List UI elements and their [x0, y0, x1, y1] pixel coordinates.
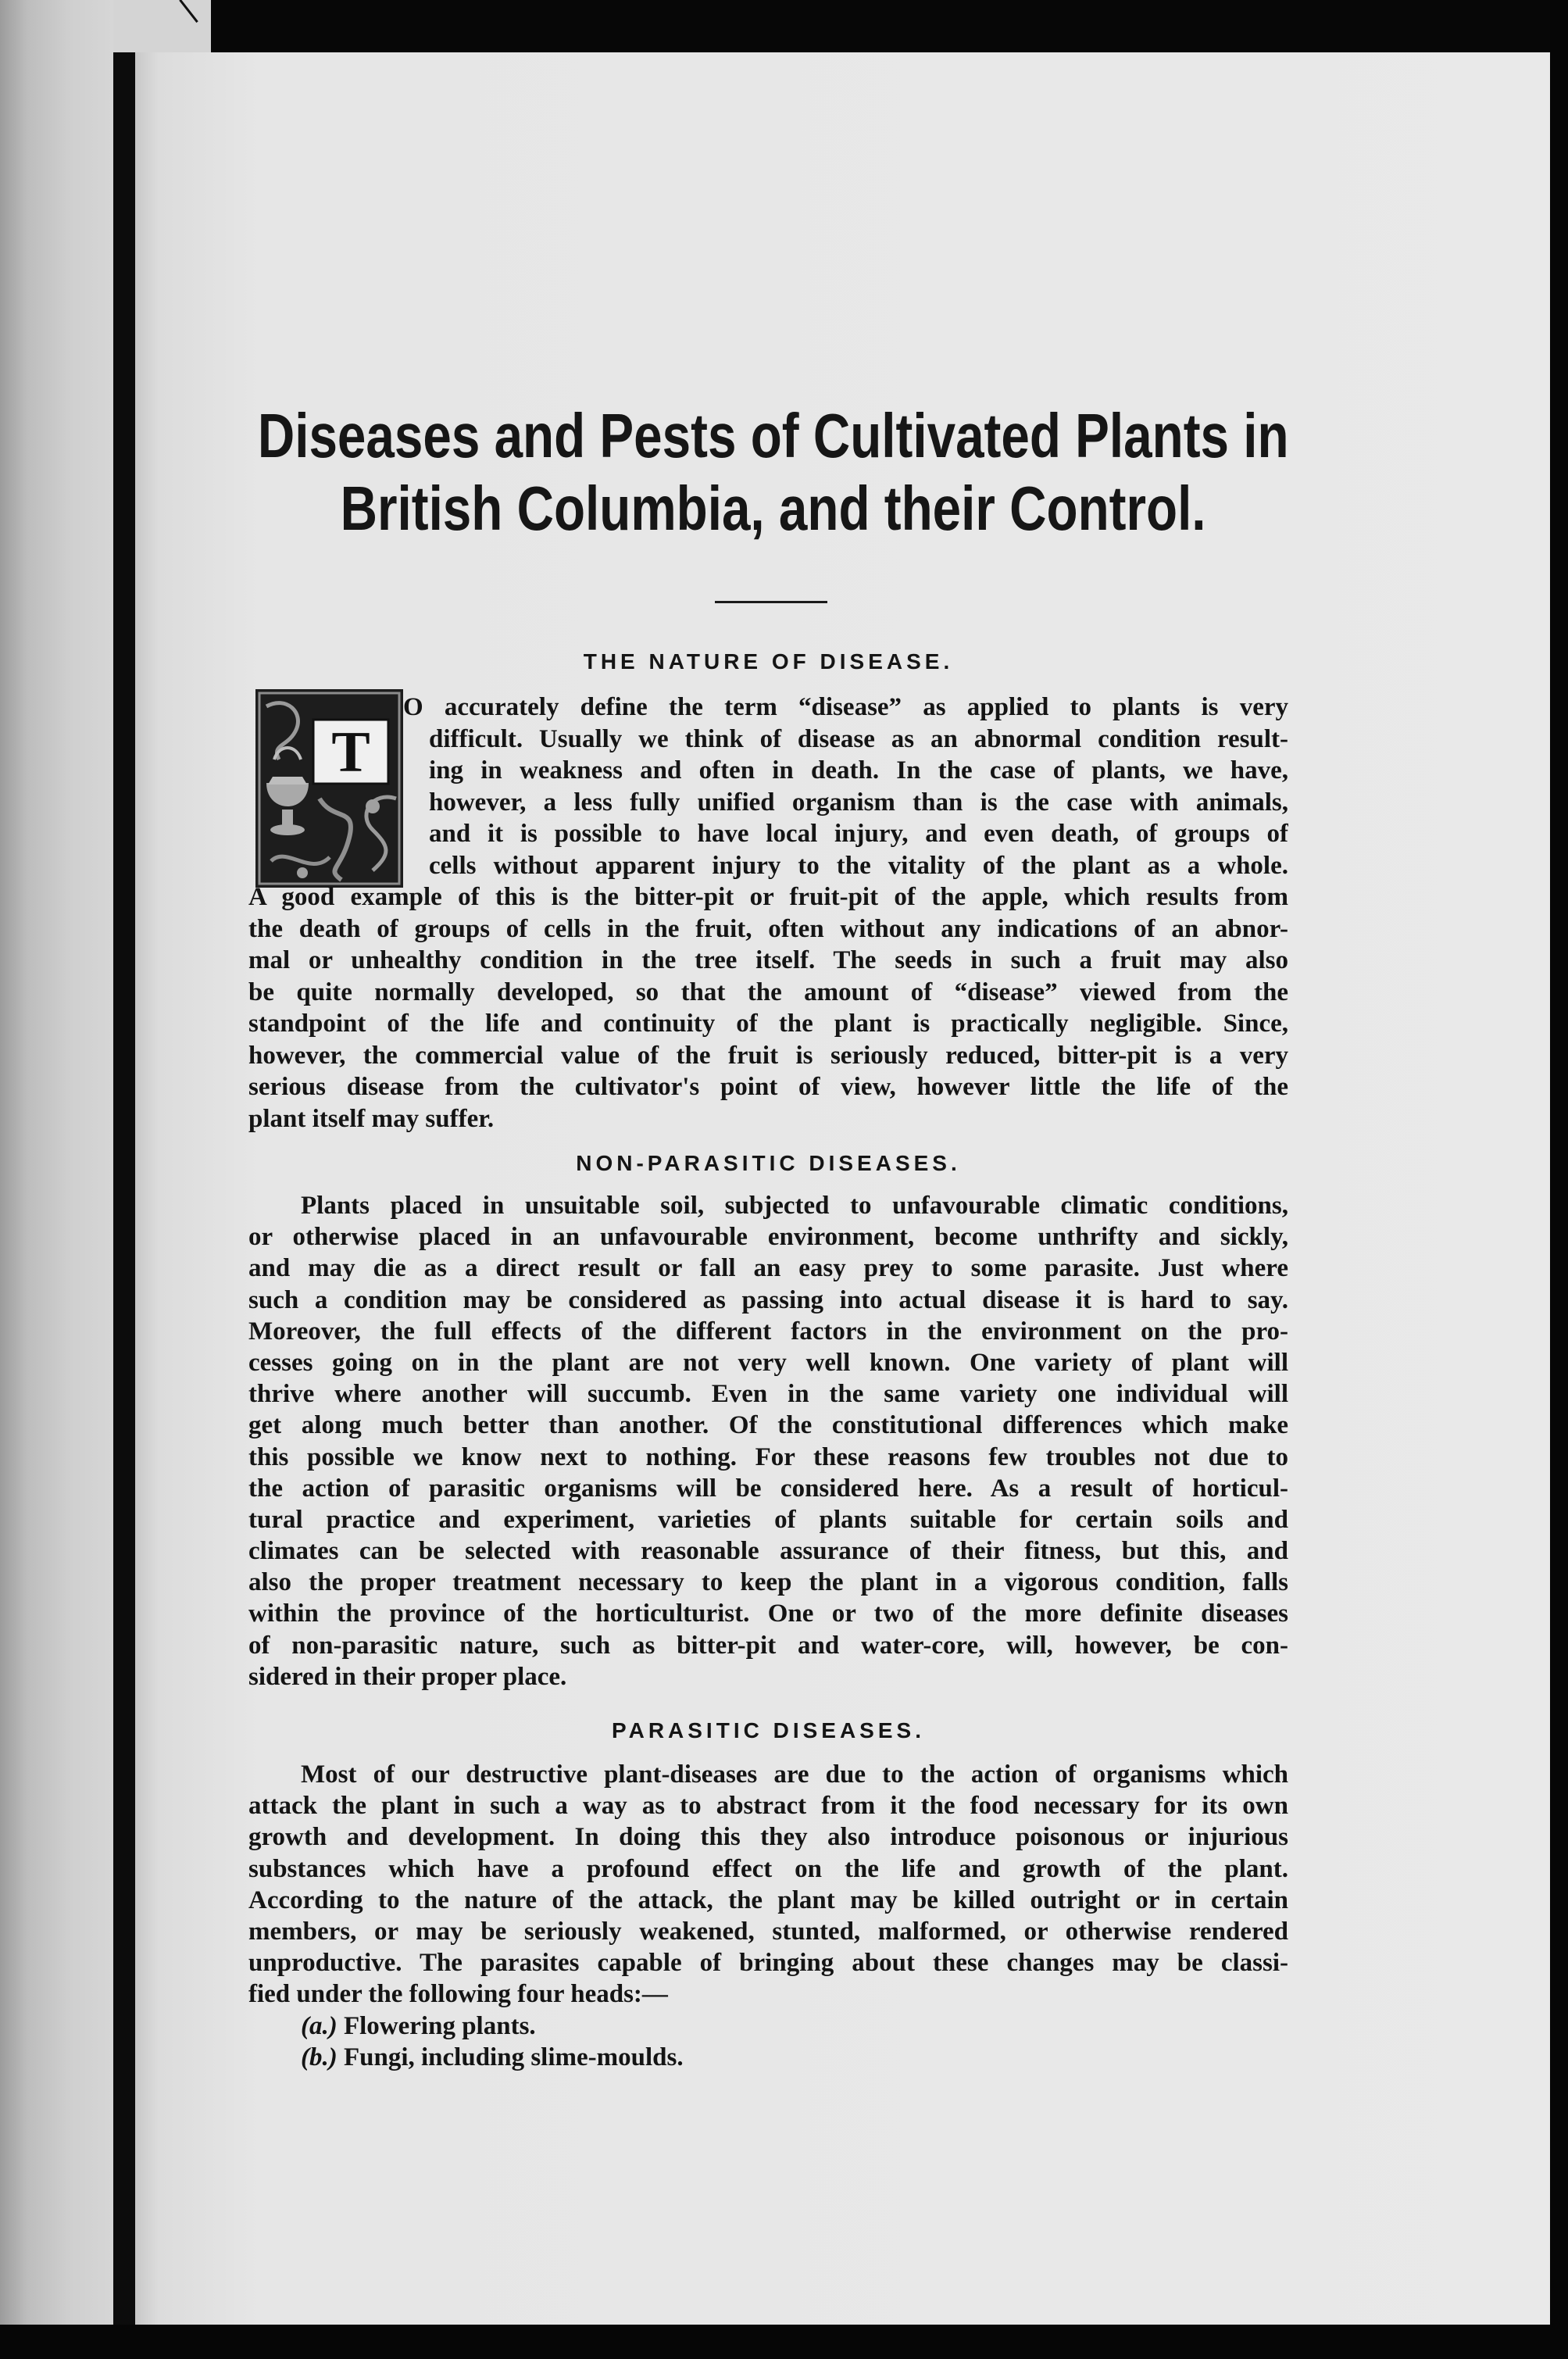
- text-line: this possible we know next to nothing. For these reasons few troubles not due to: [248, 1442, 1288, 1471]
- title-line-2: [70, 473, 1477, 545]
- drop-cap-letter: T: [331, 720, 370, 785]
- title-line-1: [70, 400, 1477, 472]
- text-line: standpoint of the life and continuity of the plant is practically negligible. Since,: [248, 1010, 1288, 1038]
- left-page-edge: [0, 0, 113, 2325]
- text-line: unproductive. The parasites capable of bringing about these changes may be classi-: [248, 1949, 1288, 1978]
- text-line: cesses going on in the plant are not very well known. One variety of plant will: [248, 1348, 1288, 1377]
- text-line: the action of parasitic organisms will be considered here. As a result of horticul-: [248, 1474, 1288, 1503]
- list-item-text: Fungi, including slime-moulds.: [343, 2043, 684, 2071]
- text-line: fied under the following four heads:—: [248, 1980, 668, 2009]
- text-line: growth and development. In doing this they also introduce poisonous or injurious: [248, 1823, 1288, 1852]
- text-line: such a condition may be considered as passing into actual disease it is hard to say.: [248, 1285, 1288, 1314]
- binding-shadow-bar: [113, 52, 135, 2325]
- text-line: plant itself may suffer.: [248, 1104, 495, 1133]
- list-marker: (a.): [301, 2011, 338, 2040]
- text-line: O accurately define the term “disease” as applied to plants is very: [403, 693, 1288, 721]
- text-line: of non-parasitic nature, such as bitter-pit and water-core, will, however, be con-: [248, 1631, 1288, 1660]
- text-line: however, a less fully unified organism than is the case with animals,: [429, 788, 1288, 817]
- text-line: Moreover, the full effects of the different factors in the environment on the pro-: [248, 1317, 1288, 1346]
- title-line-1-text: Diseases and Pests of Cultivated Plants in: [258, 401, 1289, 470]
- text-line: the death of groups of cells in the fruit, often without any indications of an abnor-: [248, 914, 1288, 943]
- text-line: thrive where another will succumb. Even in the same variety one individual will: [248, 1380, 1288, 1409]
- text-line: members, or may be seriously weakened, stunted, malformed, or otherwise rendered: [248, 1917, 1288, 1946]
- top-left-scan-gap: [113, 0, 211, 52]
- text-line: serious disease from the cultivator's point of view, however little the life of the: [248, 1073, 1288, 1101]
- text-line: however, the commercial value of the fruit is seriously reduced, bitter-pit is a very: [248, 1041, 1288, 1070]
- paragraph-parasitic-diseases: [248, 1759, 1288, 2073]
- text-line: climates can be selected with reasonable assurance of their fitness, but this, and: [248, 1537, 1288, 1566]
- title-line-2-text: British Columbia, and their Control.: [341, 474, 1206, 543]
- section-heading-nature-of-disease: THE NATURE OF DISEASE.: [583, 649, 954, 674]
- list-item-text: Flowering plants.: [343, 2011, 536, 2040]
- text-line: substances which have a profound effect on the life and growth of the plant.: [248, 1854, 1288, 1883]
- right-scan-border: [1550, 0, 1568, 2359]
- top-scan-border: [211, 0, 1568, 52]
- text-line: Plants placed in unsuitable soil, subjected to unfavourable climatic conditions,: [301, 1192, 1288, 1220]
- text-line: be quite normally developed, so that the amount of “disease” viewed from the: [248, 978, 1288, 1006]
- title-separator-rule: [715, 601, 827, 603]
- text-line: also the proper treatment necessary to keep the plant in a vigorous condition, falls: [248, 1568, 1288, 1597]
- section-heading-non-parasitic-diseases: NON-PARASITIC DISEASES.: [576, 1151, 961, 1175]
- text-line: get along much better than another. Of the constitutional differences which make: [248, 1411, 1288, 1440]
- text-line: and may die as a direct result or fall an easy prey to some parasite. Just where: [248, 1254, 1288, 1283]
- text-line: difficult. Usually we think of disease as an abnormal condition result-: [429, 724, 1288, 753]
- list-item-b: [301, 2042, 1288, 2073]
- text-line: A good example of this is the bitter-pit or fruit-pit of the apple, which results from: [248, 883, 1288, 911]
- text-line: According to the nature of the attack, the plant may be killed outright or in certain: [248, 1885, 1288, 1914]
- list-item-a: [301, 2011, 1288, 2042]
- bottom-scan-border: [0, 2325, 1568, 2359]
- text-line: tural practice and experiment, varieties of plants suitable for certain soils and: [248, 1505, 1288, 1534]
- paragraph-nature-of-disease: [248, 692, 1288, 1135]
- text-line: mal or unhealthy condition in the tree itself. The seeds in such a fruit may also: [248, 946, 1288, 974]
- paragraph-non-parasitic-diseases: [248, 1190, 1288, 1692]
- text-line: ing in weakness and often in death. In the case of plants, we have,: [429, 756, 1288, 785]
- list-marker: (b.): [301, 2043, 338, 2071]
- text-line: within the province of the horticulturist. One or two of the more definite diseases: [248, 1599, 1288, 1628]
- text-line: sidered in their proper place.: [248, 1662, 567, 1691]
- text-line: or otherwise placed in an unfavourable environment, become unthrifty and sickly,: [248, 1223, 1288, 1252]
- text-line: attack the plant in such a way as to abstract from it the food necessary for its own: [248, 1792, 1288, 1821]
- section-heading-parasitic-diseases: PARASITIC DISEASES.: [612, 1718, 925, 1742]
- text-line: Most of our destructive plant-diseases are due to the action of organisms which: [301, 1760, 1288, 1789]
- text-line: and it is possible to have local injury, and even death, of groups of: [429, 820, 1288, 848]
- text-line: cells without apparent injury to the vitality of the plant as a whole.: [429, 851, 1288, 880]
